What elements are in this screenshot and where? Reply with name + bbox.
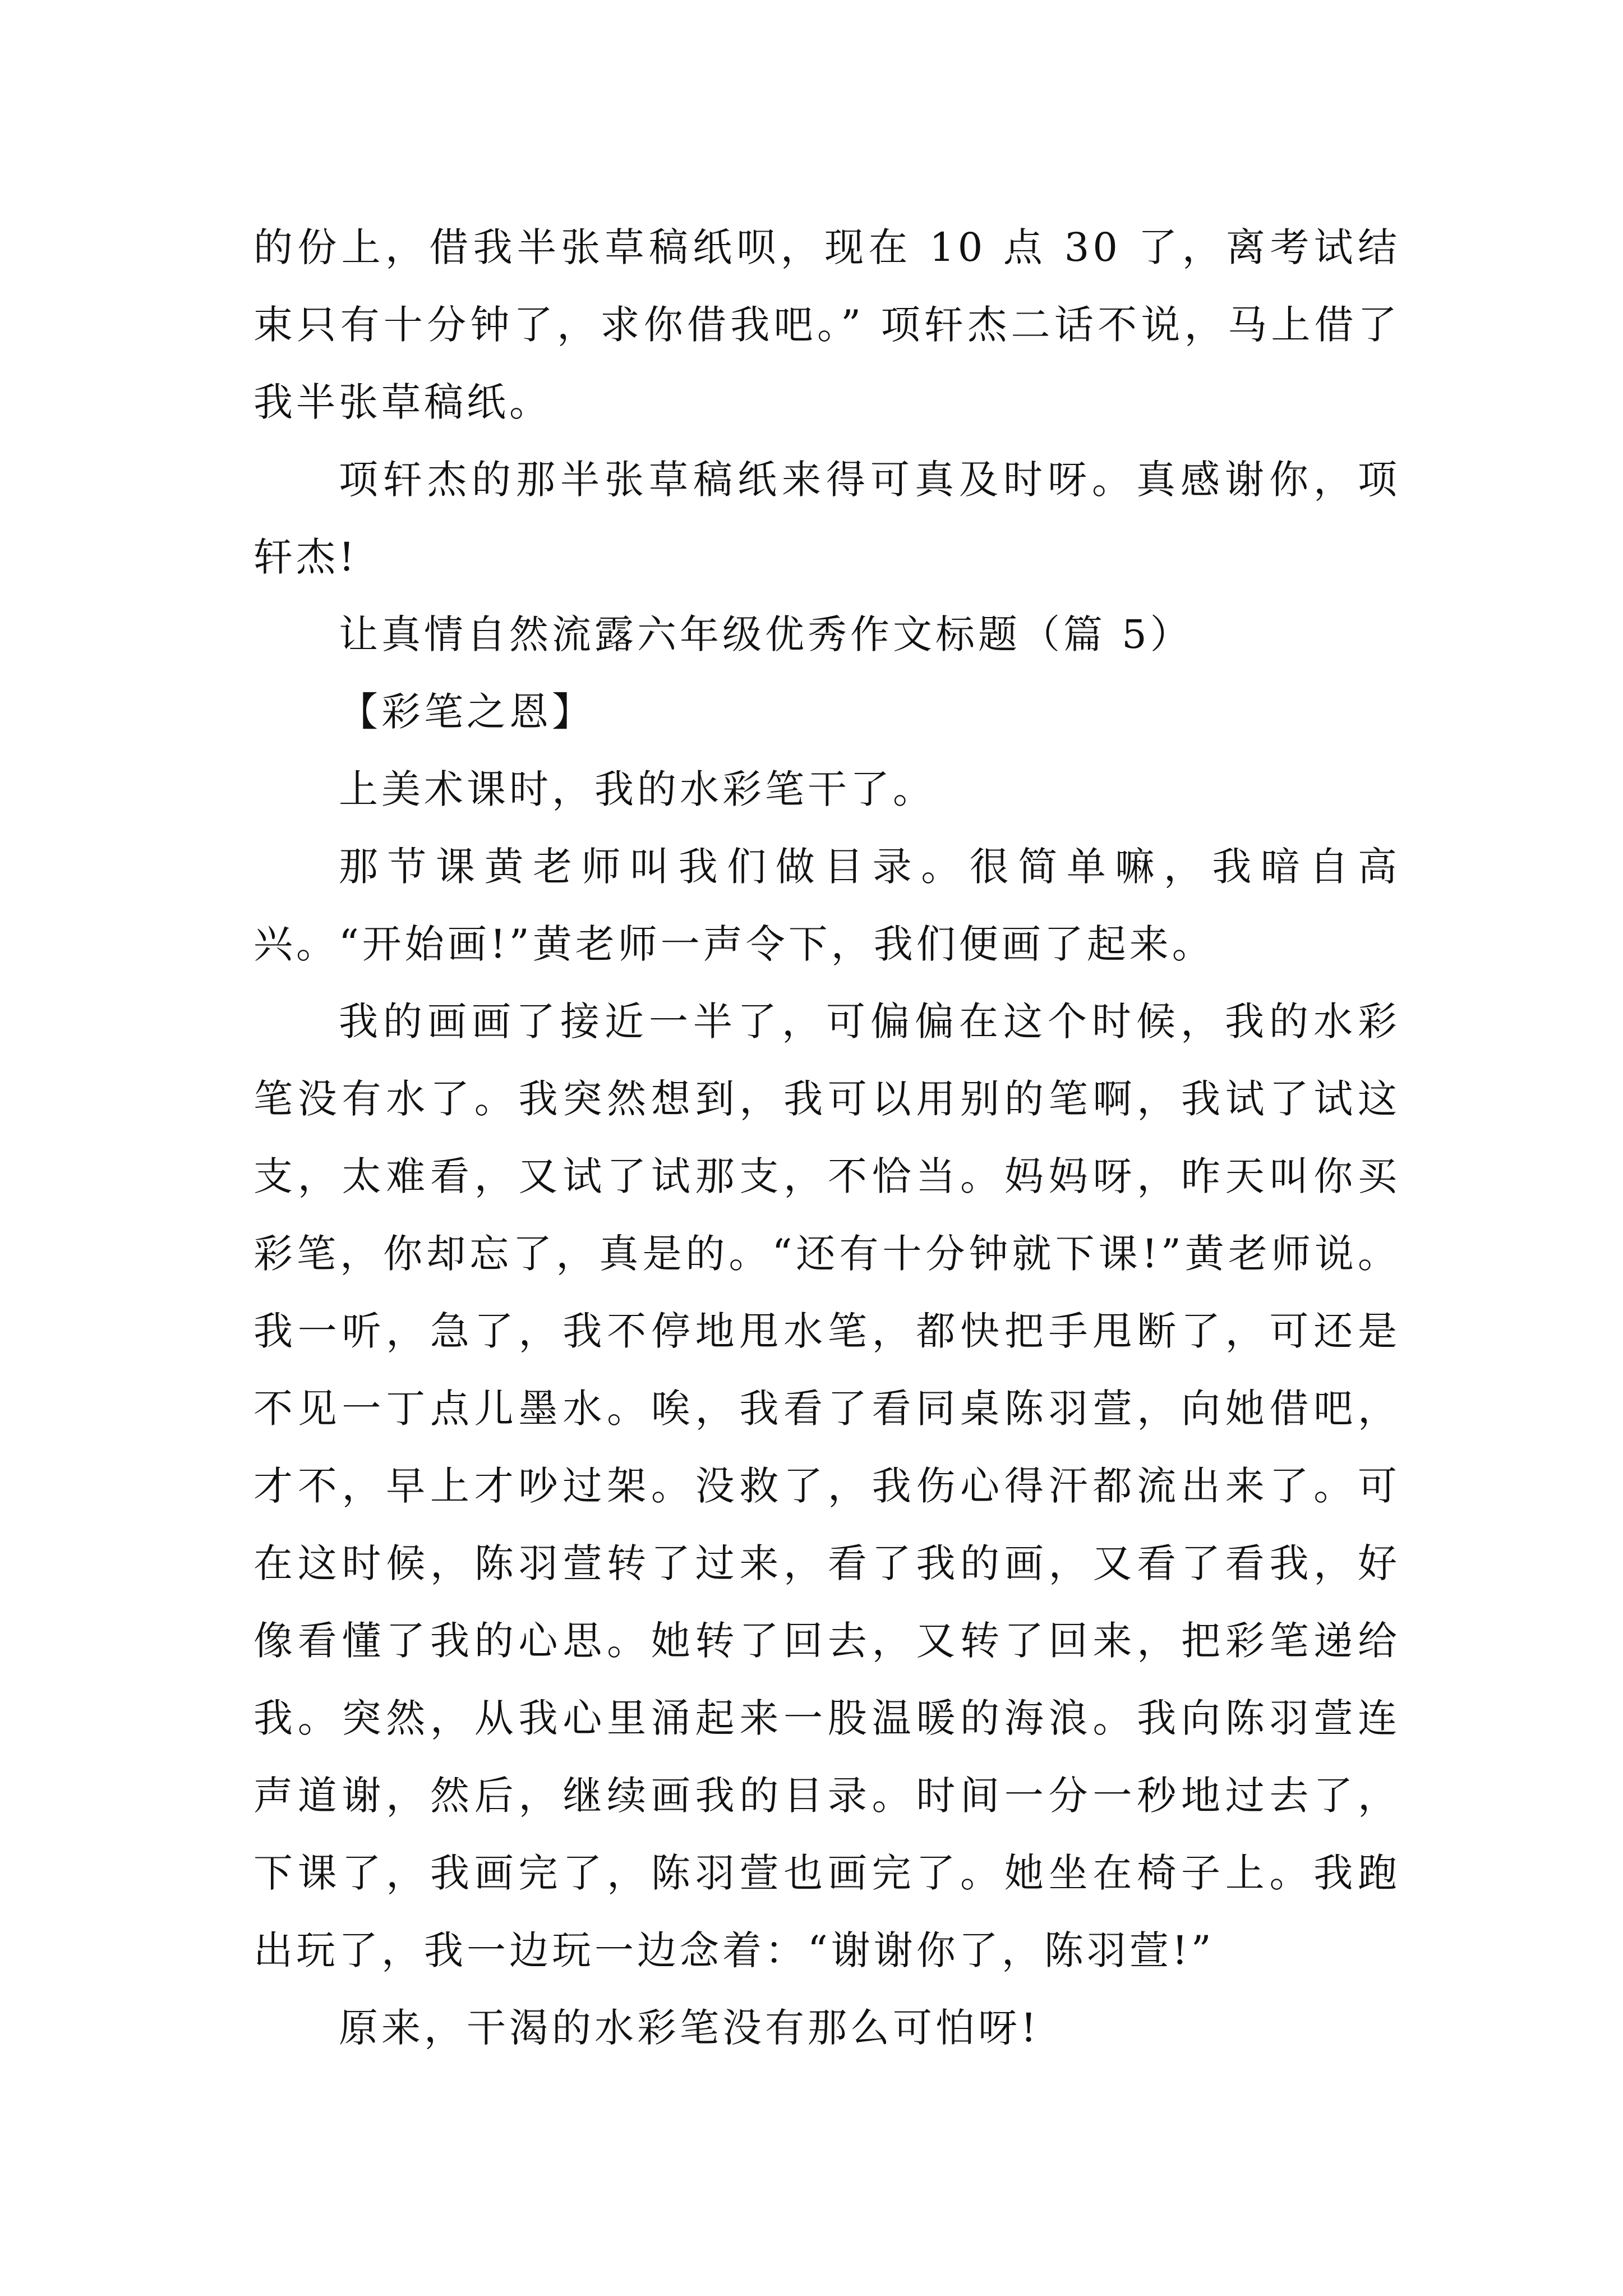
paragraph-intro: 上美术课时，我的水彩笔干了。 <box>339 766 935 812</box>
paragraph-continuation: 的份上，借我半张草稿纸呗，现在 10 点 30 了，离考试结束只有十分钟了，求你借我吧。” 项轩杰二话不说，马上借了我半张草稿纸。 <box>253 224 1400 425</box>
essay-heading: 【彩笔之恩】 <box>339 689 594 735</box>
paragraph-story: 我的画画了接近一半了，可偏偏在这个时候，我的水彩笔没有水了。我突然想到，我可以用别的笔啊，我试了试这支，太难看，又试了试那支，不恰当。妈妈呀，昨天叫你买彩笔，你却忘了，真是的。“还有十分钟就下课!”黄老师说。我一听，急了，我不停地甩水笔，都快把手甩断了，可还是不见一丁点儿墨水。唉，我看了看同桌陈羽萱，向她借吧，才不，早上才吵过架。没救了，我伤心得汗都流出来了。可在这时候，陈羽萱转了过来，看了我的画，又看了看我，好像看懂了我的心思。她转了回去，又转了回来，把彩笔递给我。突然，从我心里涌起来一股温暖的海浪。我向陈羽萱连声道谢，然后，继续画我的目录。时间一分一秒地过去了，下课了，我画完了，陈羽萱也画完了。她坐在椅子上。我跑出玩了，我一边玩一边念着：“谢谢你了，陈羽萱!” <box>253 999 1400 1973</box>
paragraph-conclusion: 原来，干渴的水彩笔没有那么可怕呀! <box>339 2005 1040 2051</box>
paragraph-thanks: 项轩杰的那半张草稿纸来得可真及时呀。真感谢你，项轩杰! <box>253 457 1400 580</box>
essay-section-title: 让真情自然流露六年级优秀作文标题（篇 5） <box>339 611 1193 657</box>
paragraph-class: 那节课黄老师叫我们做目录。很简单嘛，我暗自高兴。“开始画!”黄老师一声令下，我们便画了起来。 <box>253 844 1400 967</box>
essay-body <box>253 209 1400 2067</box>
